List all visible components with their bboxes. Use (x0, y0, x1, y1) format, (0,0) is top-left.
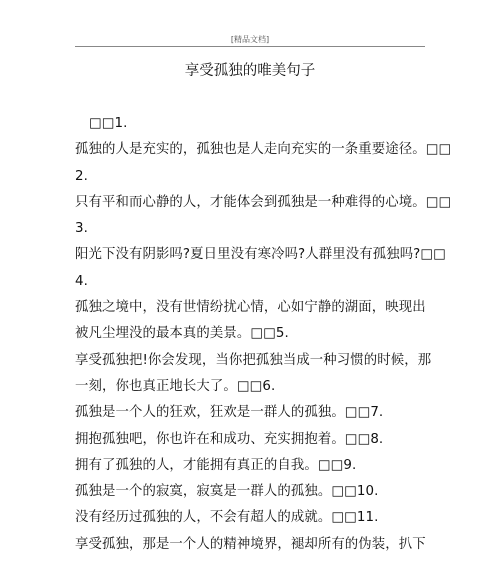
text-line: 阳光下没有阴影吗?夏日里没有寒冷吗?人群里没有孤独吗?□□ (75, 247, 446, 263)
text-line: □□1. (89, 116, 128, 131)
text-line: 孤独是一个人的狂欢，狂欢是一群人的孤独。□□7. (75, 405, 384, 421)
text-line: 孤独的人是充实的，孤独也是人走向充实的一条重要途径。□□ (75, 142, 452, 158)
document-title: 享受孤独的唯美句子 (184, 63, 316, 79)
text-line: 3. (75, 221, 88, 237)
text-line: 享受孤独把!你会发现，当你把孤独当成一种习惯的时候，那 (75, 352, 432, 368)
text-line: 2. (75, 168, 88, 184)
text-line: 拥有了孤独的人，才能拥有真正的自我。□□9. (75, 457, 357, 473)
text-line: 享受孤独，那是一个人的精神境界，褪却所有的伪装，扒下 (75, 536, 426, 552)
text-line: 孤独之境中，没有世情纷扰心情，心如宁静的湖面，映现出 (75, 300, 426, 316)
text-line: 孤独是一个的寂寞，寂寞是一群人的孤独。□□10. (75, 484, 379, 500)
text-line: 只有平和而心静的人，才能体会到孤独是一种难得的心境。□□ (75, 194, 452, 210)
header-rule (75, 46, 425, 47)
text-line: 一刻，你也真正地长大了。□□6. (75, 378, 276, 394)
text-line: 没有经历过孤独的人，不会有超人的成就。□□11. (75, 510, 379, 526)
text-line: 拥抱孤独吧，你也许在和成功、充实拥抱着。□□8. (75, 431, 384, 447)
body-text (75, 111, 452, 558)
header-label: [精品文档] (230, 35, 270, 44)
text-line: 被凡尘埋没的最本真的美景。□□5. (75, 326, 289, 342)
text-line: 4. (75, 273, 88, 289)
